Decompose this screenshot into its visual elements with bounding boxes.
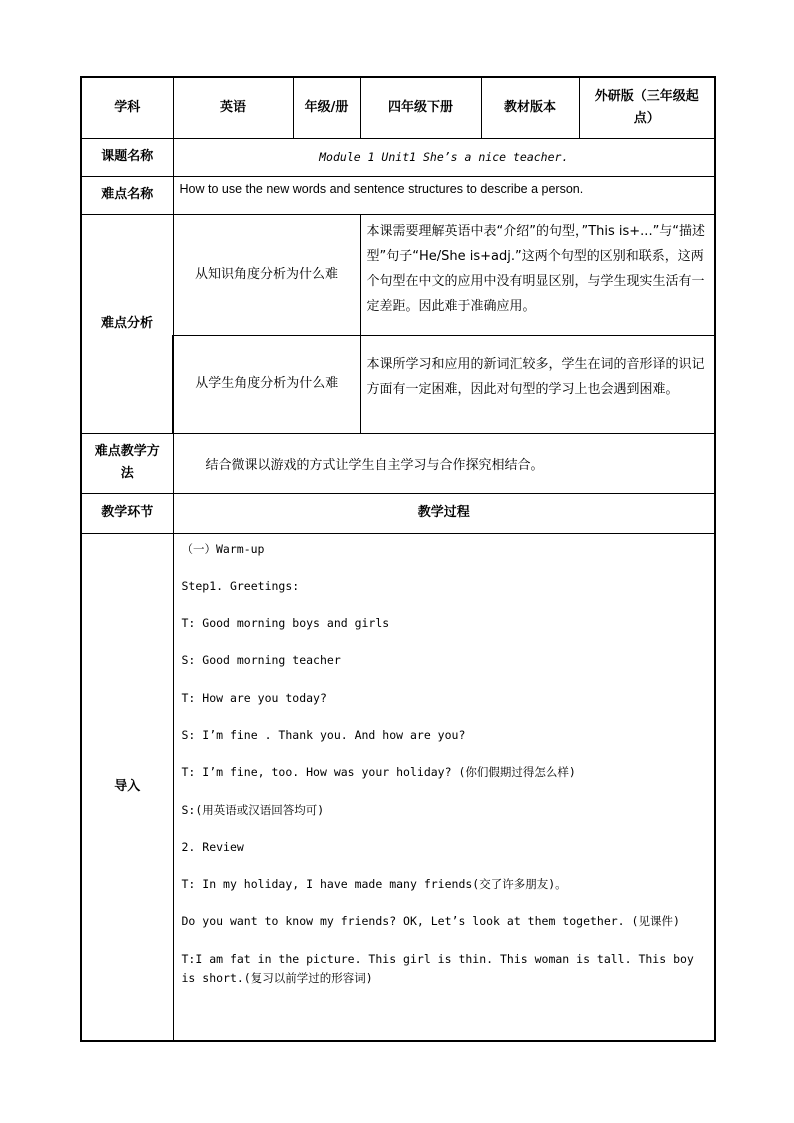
topic-value: Module 1 Unit1 She’s a nice teacher. — [173, 138, 715, 176]
process-line: T: I’m fine, too. How was your holiday? (你们假期过得怎么样) — [181, 765, 576, 780]
method-row — [81, 433, 715, 493]
knowledge-angle-label: 从知识角度分析为什么难 — [173, 214, 360, 335]
method-value: 结合微课以游戏的方式让学生自主学习与合作探究相结合。 — [173, 433, 715, 493]
info-row — [81, 77, 715, 138]
process-header-row — [81, 493, 715, 533]
process-line: T: How are you today? — [181, 690, 327, 705]
intro-label: 导入 — [81, 533, 173, 1041]
analysis-label: 难点分析 — [81, 214, 173, 433]
edition-label: 教材版本 — [481, 77, 579, 138]
process-line: Step1. Greetings: — [181, 578, 300, 593]
process-line: S:(用英语或汉语回答均可) — [181, 802, 325, 817]
topic-row — [81, 138, 715, 176]
edition-value: 外研版（三年级起点） — [579, 77, 715, 138]
analysis-student-row — [81, 335, 715, 433]
analysis-knowledge-row — [81, 214, 715, 335]
intro-row — [81, 533, 715, 1041]
process-line: T: Good morning boys and girls — [181, 616, 390, 631]
process-line: T: In my holiday, I have made many friends(交了许多朋友)。 — [181, 877, 567, 892]
process-line: 2. Review — [181, 839, 244, 854]
knowledge-angle-text: 本课需要理解英语中表“介绍”的句型，”This is+...”与“描述型”句子“He/She is+adj.”这两个句型的区别和联系，这两个句型在中文的应用中没有明显区别，与学生现实生活有一定差距。因此难于准确应用。 — [360, 214, 715, 335]
intro-process — [173, 533, 715, 1041]
student-angle-label: 从学生角度分析为什么难 — [173, 335, 360, 433]
method-label: 难点教学方法 — [81, 433, 173, 493]
process-line: S: Good morning teacher — [181, 653, 341, 668]
grade-value: 四年级下册 — [360, 77, 481, 138]
process-line: Do you want to know my friends? OK, Let’s look at them together. (见课件) — [181, 914, 680, 929]
topic-label: 课题名称 — [81, 138, 173, 176]
process-header: 教学过程 — [173, 493, 715, 533]
process-line: S: I’m fine . Thank you. And how are you? — [181, 727, 466, 742]
difficulty-row — [81, 176, 715, 214]
subject-value: 英语 — [173, 77, 293, 138]
process-line: T:I am fat in the picture. This girl is thin. This woman is tall. This boy is short.(复习以前学过的形容词) — [181, 951, 694, 985]
lesson-plan-table — [80, 76, 716, 1042]
grade-label: 年级/册 — [293, 77, 360, 138]
student-angle-text: 本课所学习和应用的新词汇较多，学生在词的音形译的识记方面有一定困难，因此对句型的学习上也会遇到困难。 — [360, 335, 715, 433]
process-line: （一）Warm-up — [181, 541, 265, 556]
difficulty-value: How to use the new words and sentence structures to describe a person. — [173, 176, 715, 214]
subject-label: 学科 — [81, 77, 173, 138]
stage-header: 教学环节 — [81, 493, 173, 533]
difficulty-label: 难点名称 — [81, 176, 173, 214]
